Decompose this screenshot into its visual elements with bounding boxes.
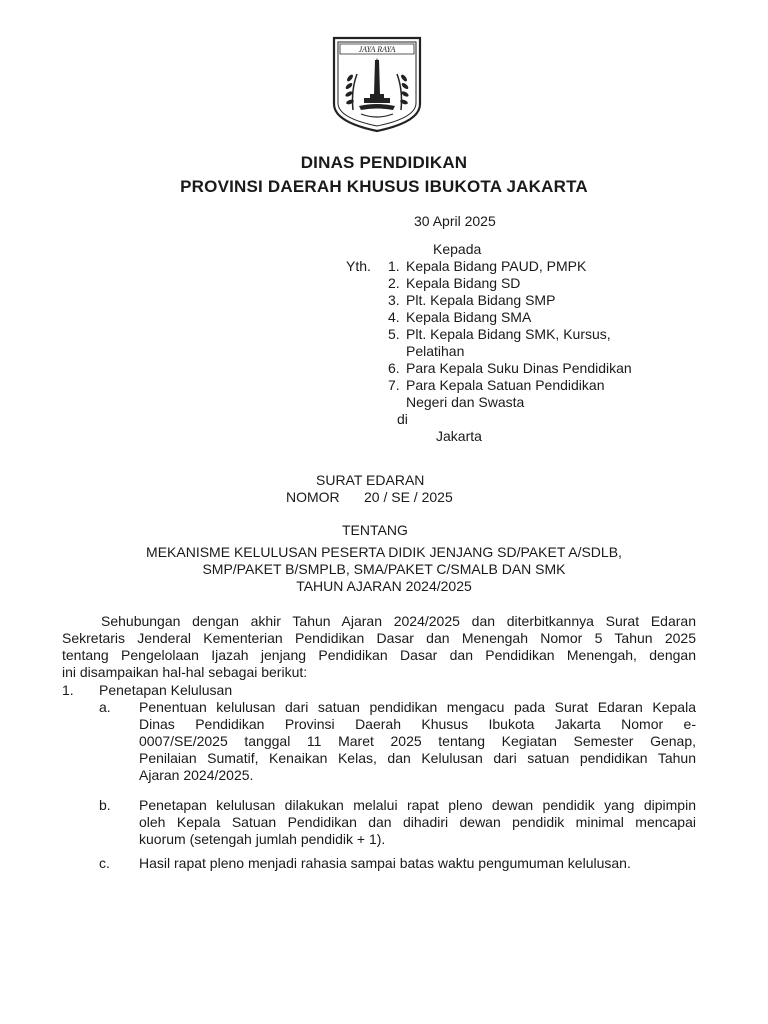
recipient-kepada: Kepada <box>433 241 482 257</box>
recipient-item: Para Kepala Suku Dinas Pendidikan <box>406 360 632 376</box>
item-line: Hasil rapat pleno menjadi rahasia sampai batas waktu pengumuman kelulusan. <box>139 855 631 871</box>
recipient-number: 4. <box>388 309 400 325</box>
recipient-number: 3. <box>388 292 400 308</box>
recipient-number: 7. <box>388 377 400 393</box>
letter-date: 30 April 2025 <box>414 213 496 229</box>
recipient-number: 6. <box>388 360 400 376</box>
recipient-number: 5. <box>388 326 400 342</box>
intro-line: Sehubungan dengan akhir Tahun Ajaran 2024/2025 dan diterbitkannya Surat Edaran <box>101 613 696 629</box>
recipient-item: Plt. Kepala Bidang SMK, Kursus, <box>406 326 611 342</box>
item-text <box>139 699 696 784</box>
item-text <box>139 797 696 848</box>
letter-number-label: NOMOR <box>286 489 340 505</box>
item-line: Penilaian Sumatif, Kenaikan Kelas, dan Kelulusan dari satuan pendidikan Tahun <box>139 750 696 766</box>
item-line: Penetapan kelulusan dilakukan melalui rapat pleno dewan pendidik yang dipimpin <box>139 797 696 813</box>
recipient-item: Plt. Kepala Bidang SMP <box>406 292 556 308</box>
letter-number-value: 20 / SE / 2025 <box>364 489 453 505</box>
recipient-item: Kepala Bidang PAUD, PMPK <box>406 258 587 274</box>
item-line: kuorum (setengah jumlah pendidik + 1). <box>139 831 386 847</box>
emblem-motto: JAYA RAYA <box>358 45 396 54</box>
item-line: Dinas Pendidikan Provinsi Daerah Khusus Ibukota Jakarta Nomor e- <box>139 716 696 732</box>
item-line: Ajaran 2024/2025. <box>139 767 254 783</box>
recipient-number: 1. <box>388 258 400 274</box>
subject-line: MEKANISME KELULUSAN PESERTA DIDIK JENJANG SD/PAKET A/SDLB, <box>146 544 622 560</box>
item-letter: c. <box>99 855 110 871</box>
intro-line: ini disampaikan hal-hal sebagai berikut: <box>62 664 308 680</box>
header-agency: DINAS PENDIDIKAN <box>300 153 468 172</box>
subject-line: SMP/PAKET B/SMPLB, SMA/PAKET C/SMALB DAN SMK <box>202 561 566 577</box>
recipient-item: Kepala Bidang SMA <box>406 309 532 325</box>
letter-tentang: TENTANG <box>342 522 408 538</box>
item-line: oleh Kepala Satuan Pendidikan dan dihadiri dewan pendidik minimal mencapai <box>139 814 696 830</box>
intro-line: Sekretaris Jenderal Kementerian Pendidikan Dasar dan Menengah Nomor 5 Tahun 2025 <box>62 630 696 646</box>
section-number: 1. <box>62 682 74 698</box>
letter-type: SURAT EDARAN <box>316 472 425 488</box>
item-line: Penentuan kelulusan dari satuan pendidikan mengacu pada Surat Edaran Kepala <box>139 699 696 715</box>
recipient-di: di <box>397 411 408 427</box>
recipient-item: Pelatihan <box>406 343 465 359</box>
item-letter: a. <box>99 699 111 715</box>
intro-line: tentang Pengelolaan Ijazah jenjang Pendidikan Dasar dan Pendidikan Menengah, dengan <box>62 647 696 663</box>
item-text <box>139 855 696 872</box>
recipient-number: 2. <box>388 275 400 291</box>
section-title: Penetapan Kelulusan <box>99 682 233 698</box>
recipient-item: Para Kepala Satuan Pendidikan <box>406 377 605 393</box>
subject-line: TAHUN AJARAN 2024/2025 <box>296 578 472 594</box>
intro-paragraph <box>62 613 696 681</box>
item-line: 0007/SE/2025 tanggal 11 Maret 2025 tentang Kegiatan Semester Genap, <box>139 733 696 749</box>
recipient-yth: Yth. <box>346 258 371 274</box>
header-province: PROVINSI DAERAH KHUSUS IBUKOTA JAKARTA <box>180 177 588 196</box>
recipient-item: Kepala Bidang SD <box>406 275 521 291</box>
recipient-city: Jakarta <box>436 428 482 444</box>
jakarta-emblem <box>331 34 423 134</box>
item-letter: b. <box>99 797 111 813</box>
recipient-item: Negeri dan Swasta <box>406 394 525 410</box>
